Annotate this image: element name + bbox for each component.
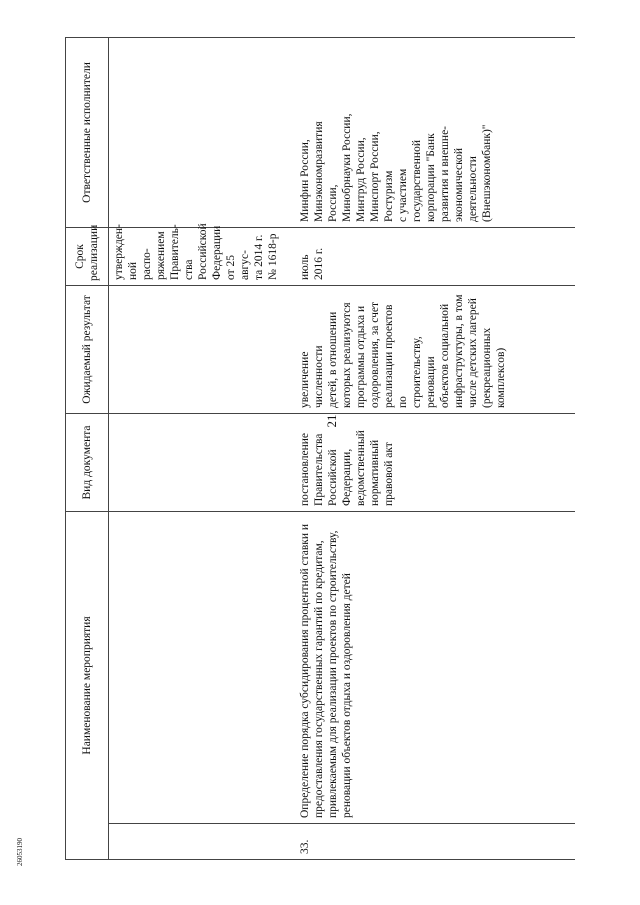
page-number: 21 [324, 414, 339, 428]
cell-deadline-continued: утвержден- ной распо- ряжением Правитель- ства Российской Федерации от 25 авгус- та 2014 г. № 1618-р [109, 227, 296, 285]
header-expected-result: Ожидаемый результат [66, 285, 109, 413]
header-doc-type: Вид документа [66, 413, 109, 511]
cell-responsible: Минфин России, Минэкономразвития России, Минобрнауки России, Минтруд России, Минспорт России, Ростуризм с участием государственной корпорации "Банк развития и внешне- экономической деятельности (Внешэкономбанк)" [295, 37, 575, 227]
table-row [295, 37, 575, 859]
cell-empty [109, 285, 296, 413]
table-row-continued [109, 37, 296, 859]
cell-doc-type: постановление Правительства Российской Федерации, ведомственный нормативный правовой акт [295, 413, 575, 511]
cell-measure-name: Определение порядка субсидирования процентной ставки и предоставления государственных гарантий по кредитам, привлекаемым для реализации проектов по строительству, реновации объектов отдыха и оздоровления детей [295, 511, 575, 823]
cell-empty [109, 511, 296, 823]
cell-deadline: июль 2016 г. [295, 227, 575, 285]
header-deadline: Срок реализации [66, 227, 109, 285]
rotated-table-container [65, 38, 575, 860]
cell-expected-result: увеличение численности детей, в отношении которых реализуются программы отдыха и оздоровления, за счет реализации проектов по строительству, реновации объектов социальной инфраструктуры, в том числе детских лагерей (рекреационных комплексов) [295, 285, 575, 413]
cell-empty [109, 413, 296, 511]
table-header-row [66, 37, 109, 859]
measures-table [65, 37, 575, 860]
cell-empty [109, 37, 296, 227]
header-responsible: Ответственные исполнители [66, 37, 109, 227]
cell-empty [109, 824, 296, 860]
header-name: Наименование мероприятия [66, 511, 109, 859]
cell-number: 33. [295, 824, 575, 860]
document-id: 26053190 [16, 838, 24, 866]
table-wrapper [65, 38, 575, 860]
